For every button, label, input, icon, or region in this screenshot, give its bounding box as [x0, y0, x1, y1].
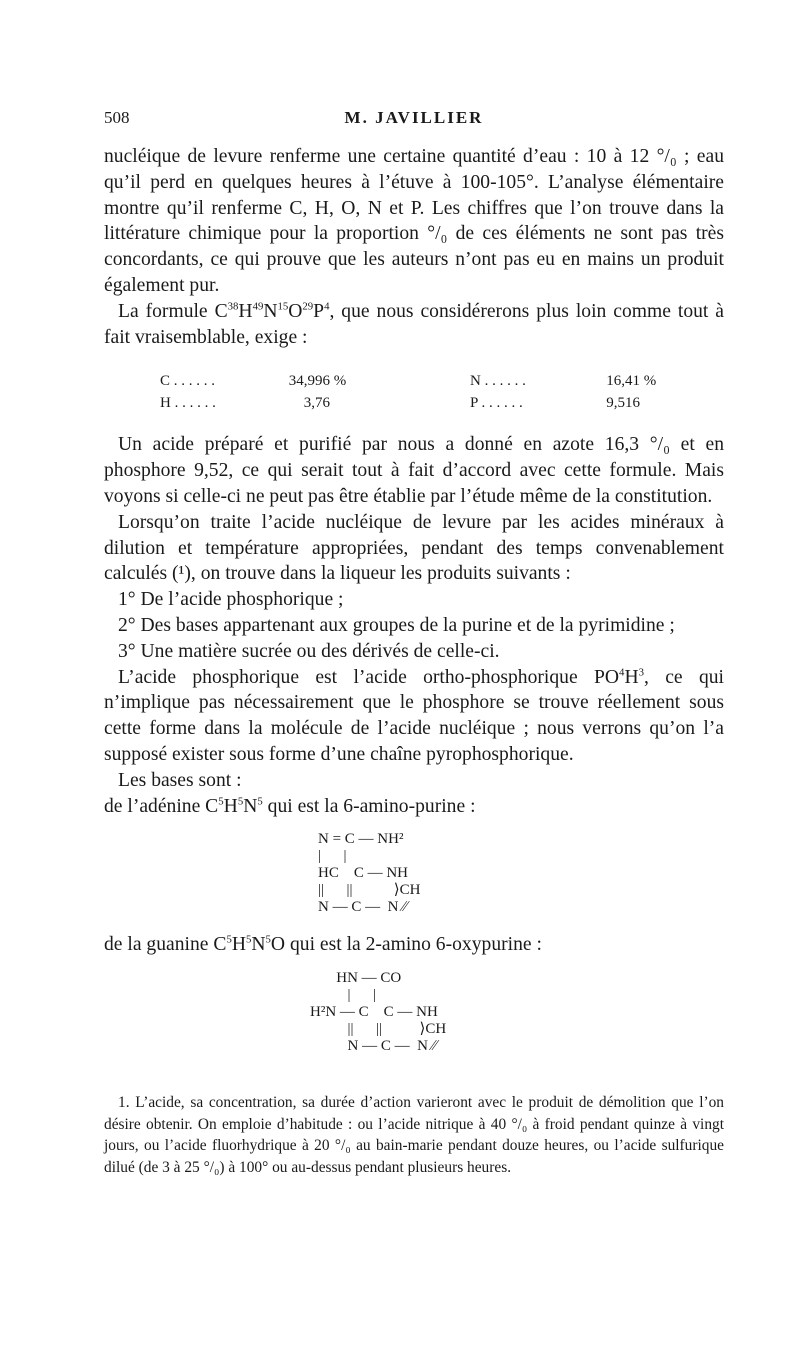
adenine-structure: N = C — NH² | | HC C — NH || || ⟩CH N — C — N ∕∕	[318, 831, 421, 916]
list-item-phosphoric: 1° De l’acide phosphorique ;	[118, 589, 344, 611]
paragraph-formula: La formule $C^{38}H^{49}N^{15}O^{29}P^4$, que nous considérerons plus loin comme tout à fait vraisemblable, exige :	[104, 300, 724, 348]
list-item-bases: 2° Des bases appartenant aux groupes de la purine et de la pyrimidine ;	[118, 614, 675, 636]
composition-item: H . . . . . . 3,76	[160, 395, 330, 412]
list-item-sugar: 3° Une matière sucrée ou des dérivés de celle-ci.	[118, 640, 500, 662]
paragraph-guanine: de la guanine $C^5H^5N^5O$ qui est la 2-amino 6-oxypurine :	[104, 933, 542, 956]
paragraph-bases-intro: Les bases sont :	[118, 769, 242, 791]
composition-item: P . . . . . . 9,516	[470, 395, 640, 412]
page-number: 508	[104, 108, 130, 127]
paragraph-analysis: Un acide préparé et purifié par nous a donné en azote 16,3 °/₀ et en phosphore 9,52, ce qui serait tout à fait d’accord avec cette formule. Mais voyons si celle-ci ne peut pas être établie par l’étude même de la constitution.	[104, 434, 724, 507]
paragraph-phosphoric-acid: L’acide phosphorique est l’acide ortho-phosphorique $PO^4H^3$, ce qui n’implique pas nécessairement que le phosphore se trouve réellement sous cette forme dans la molécule de l’acide nucléique ; nous verrons qu’on l’a supposé exister sous forme d’une chaîne pyrophosphorique.	[104, 666, 724, 765]
paragraph-hydrolysis: Lorsqu’on traite l’acide nucléique de levure par les acides minéraux à dilution et température appropriées, pendant des temps convenablement calculés (¹), on trouve dans la liqueur les produits suivants :	[104, 511, 724, 585]
composition-table	[160, 370, 724, 414]
footnote: 1. L’acide, sa concentration, sa durée d’action varieront avec le produit de démolition que l’on désire obtenir. On emploie d’habitude : ou l’acide nitrique à 40 °/₀ à froid pendant quinze à vingt jours, ou l’acide fluorhydrique à 20 °/₀ au bain-marie pendant douze heures, ou l’acide sulfurique dilué (de 3 à 25 °/₀) à 100° ou au-dessus pendant plusieurs heures.	[104, 1094, 724, 1176]
running-head: M. JAVILLIER	[344, 108, 484, 127]
paragraph-adenine: de l’adénine $C^5H^5N^5$ qui est la 6-amino-purine :	[104, 795, 476, 817]
body-text	[104, 144, 724, 1055]
composition-item: N . . . . . . 16,41 %	[470, 373, 657, 390]
guanine-structure: HN — CO | | H²N — C C — NH || || ⟩CH N — C — N ∕∕	[310, 970, 447, 1055]
composition-item: C . . . . . . 34,996 %	[160, 373, 347, 390]
paragraph-water-content: nucléique de levure renferme une certaine quantité d’eau : 10 à 12 °/₀ ; eau qu’il perd en quelques heures à l’étuve à 100-105°. L’analyse élémentaire montre qu’il renferme C, H, O, N et P. Les chiffres que l’on trouve dans la littérature chimique pour la proportion °/₀ de ces éléments ne sont pas très concordants, ce qui prouve que les auteurs n’ont pas eu en mains un produit également pur.	[104, 146, 724, 296]
page-header	[104, 108, 724, 132]
